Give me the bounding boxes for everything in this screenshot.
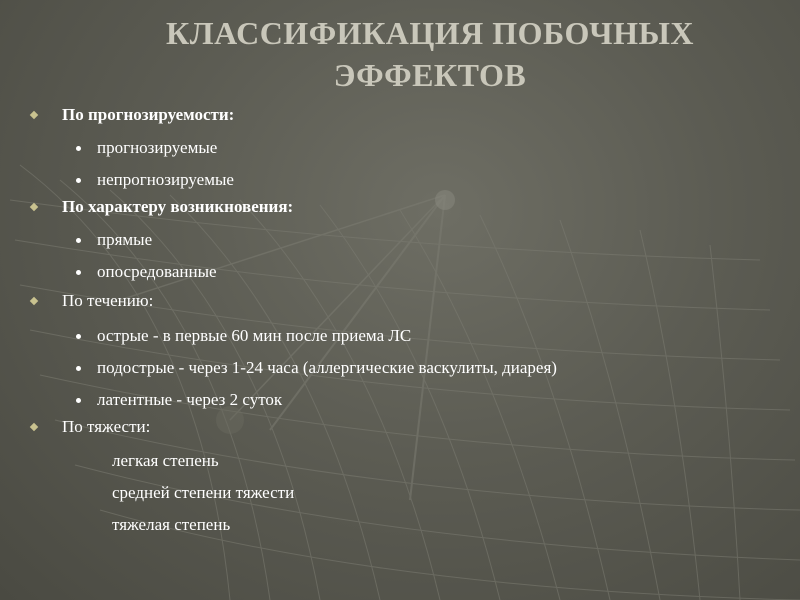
bullet-dot-icon (76, 366, 81, 371)
list-item: непрогнозируемые (97, 170, 234, 189)
slide-title (100, 12, 760, 96)
list-item: опосредованные (97, 262, 217, 281)
diamond-bullet-icon (30, 203, 38, 211)
bullet-dot-icon (76, 238, 81, 243)
section-heading-course: По течению: (62, 291, 154, 310)
slide-title-line-1: КЛАССИФИКАЦИЯ ПОБОЧНЫХ (166, 15, 694, 51)
bullet-dot-icon (76, 178, 81, 183)
bullet-dot-icon (76, 270, 81, 275)
list-item: подострые - через 1-24 часа (аллергические васкулиты, диарея) (97, 358, 557, 377)
list-item: легкая степень (112, 451, 219, 470)
bullet-dot-icon (76, 398, 81, 403)
list-item: острые - в первые 60 мин после приема ЛС (97, 326, 412, 345)
bullet-dot-icon (76, 334, 81, 339)
list-item: тяжелая степень (112, 515, 231, 534)
section-heading-origin: По характеру возникновения: (62, 197, 294, 216)
diamond-bullet-icon (30, 297, 38, 305)
list-item: средней степени тяжести (112, 483, 295, 502)
slide-title-line-2: ЭФФЕКТОВ (333, 57, 527, 93)
diamond-bullet-icon (30, 423, 38, 431)
list-item: прогнозируемые (97, 138, 218, 157)
diamond-bullet-icon (30, 111, 38, 119)
section-heading-severity: По тяжести: (62, 417, 151, 436)
section-heading-predictability: По прогнозируемости: (62, 105, 235, 124)
list-item: латентные - через 2 суток (97, 390, 283, 409)
bullet-dot-icon (76, 146, 81, 151)
list-item: прямые (97, 230, 153, 249)
